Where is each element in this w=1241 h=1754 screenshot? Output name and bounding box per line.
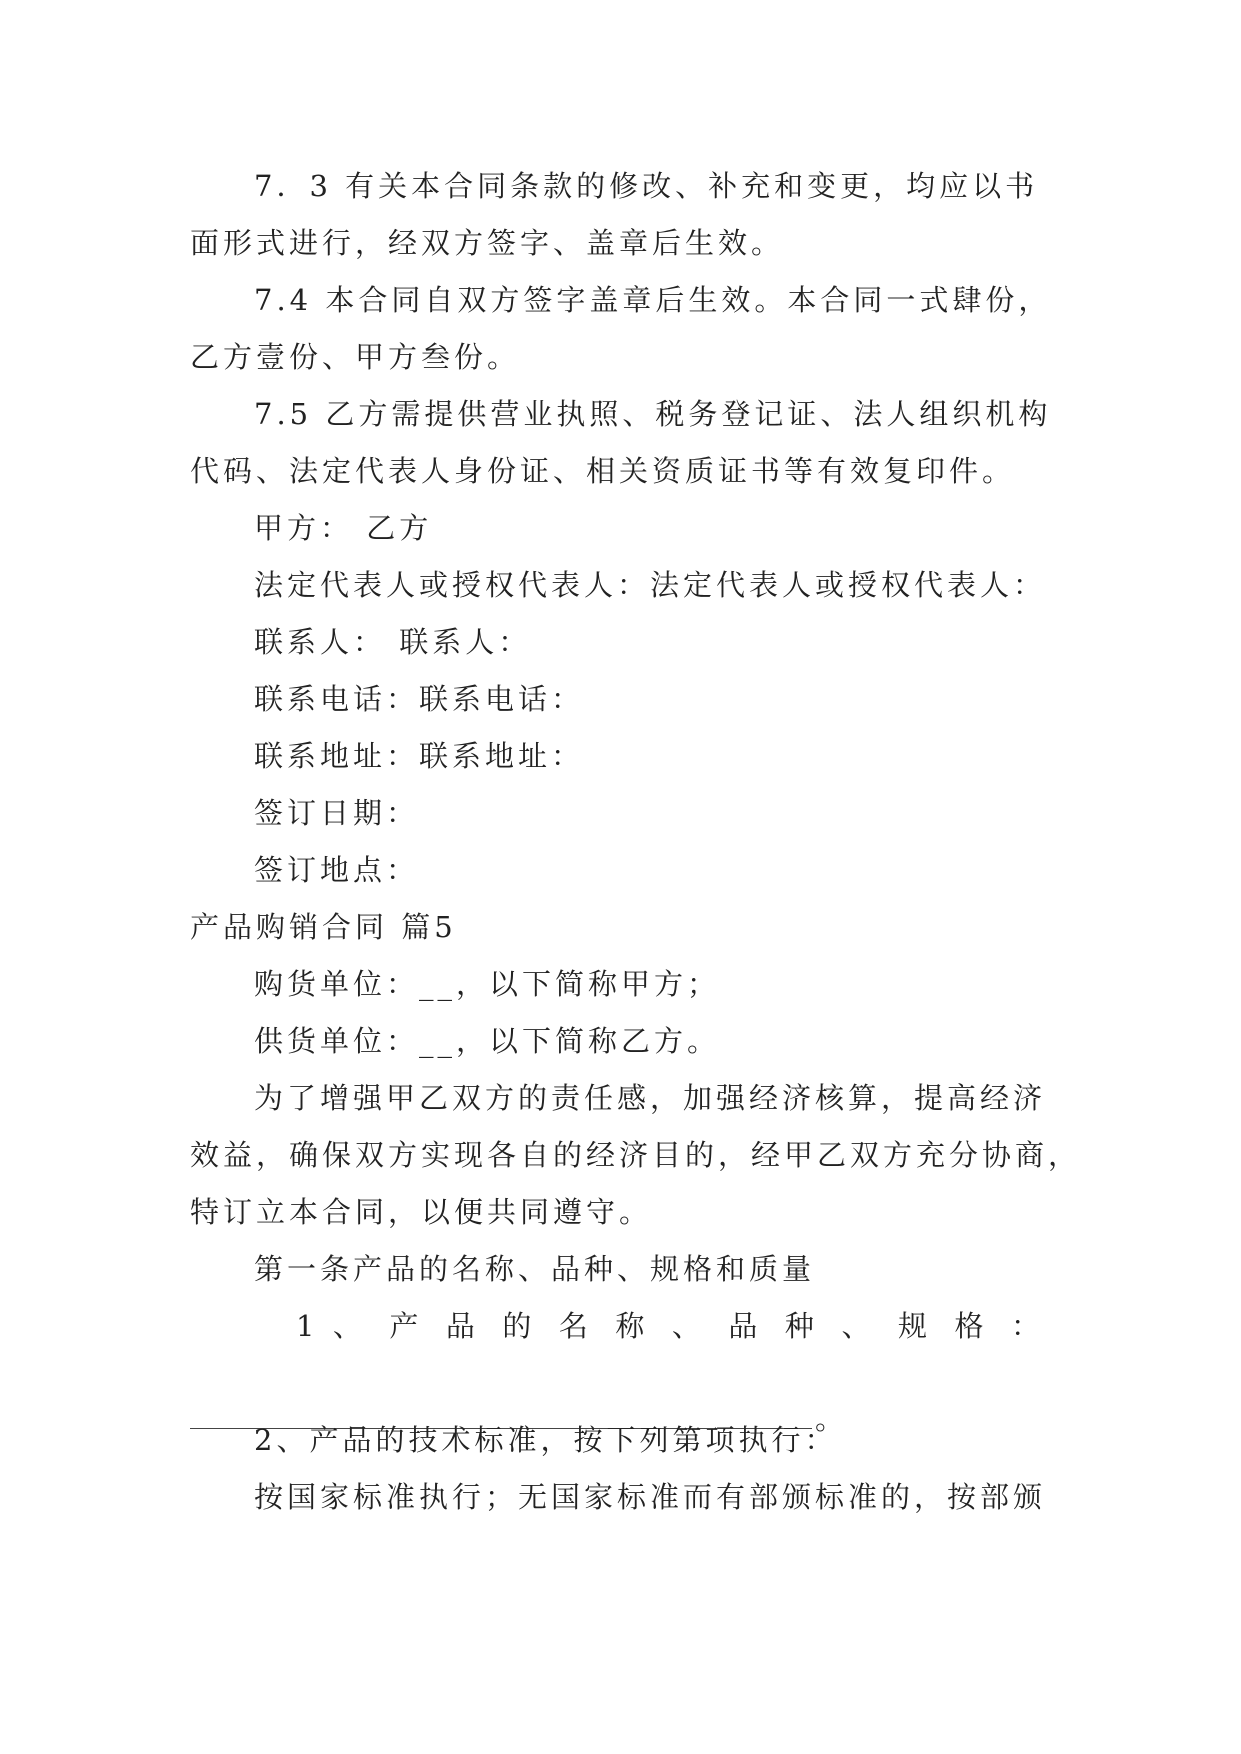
clause-7-5-line-1: 7.5 乙方需提供营业执照、税务登记证、法人组织机构 <box>254 397 1052 431</box>
standard-clause-line: 按国家标准执行；无国家标准而有部颁标准的，按部颁 <box>254 1480 1047 1514</box>
signing-date-label: 签订日期： <box>254 796 420 830</box>
supplier-line: 供货单位：__，以下简称乙方。 <box>254 1024 721 1058</box>
contact-phone-labels: 联系电话：联系电话： <box>254 682 585 716</box>
representative-labels: 法定代表人或授权代表人：法定代表人或授权代表人： <box>254 568 1047 602</box>
clause-7-3-line-2: 面形式进行，经双方签字、盖章后生效。 <box>190 226 785 260</box>
purpose-line-3: 特订立本合同，以便共同遵守。 <box>190 1195 653 1229</box>
purpose-line-2: 效益，确保双方实现各自的经济目的，经甲乙双方充分协商， <box>190 1138 1082 1172</box>
clause-7-5-line-2: 代码、法定代表人身份证、相关资质证书等有效复印件。 <box>190 454 1016 488</box>
contact-address-labels: 联系地址：联系地址： <box>254 739 585 773</box>
clause-7-4-line-2: 乙方壹份、甲方叁份。 <box>190 340 521 374</box>
article-1-heading: 第一条产品的名称、品种、规格和质量 <box>254 1252 816 1286</box>
technical-standard-line: 2、产品的技术标准，按下列第项执行： <box>254 1423 838 1457</box>
clause-7-4-line-1: 7.4 本合同自双方签字盖章后生效。本合同一式肆份， <box>254 283 1052 317</box>
section-title: 产品购销合同 篇5 <box>190 910 457 944</box>
buyer-line: 购货单位：__，以下简称甲方； <box>254 967 721 1001</box>
contact-person-labels: 联系人： 联系人： <box>254 625 532 659</box>
party-labels: 甲方： 乙方 <box>254 511 433 545</box>
blank-end-mark: 。 <box>815 1402 845 1436</box>
signing-place-label: 签订地点： <box>254 853 420 887</box>
product-spec-line: 1 、 产 品 的 名 称 、 品 种 、 规 格 ： <box>296 1309 1040 1343</box>
purpose-line-1: 为了增强甲乙双方的责任感，加强经济核算，提高经济 <box>254 1081 1047 1115</box>
clause-7-3-line-1: 7．3 有关本合同条款的修改、补充和变更，均应以书 <box>254 169 1039 203</box>
